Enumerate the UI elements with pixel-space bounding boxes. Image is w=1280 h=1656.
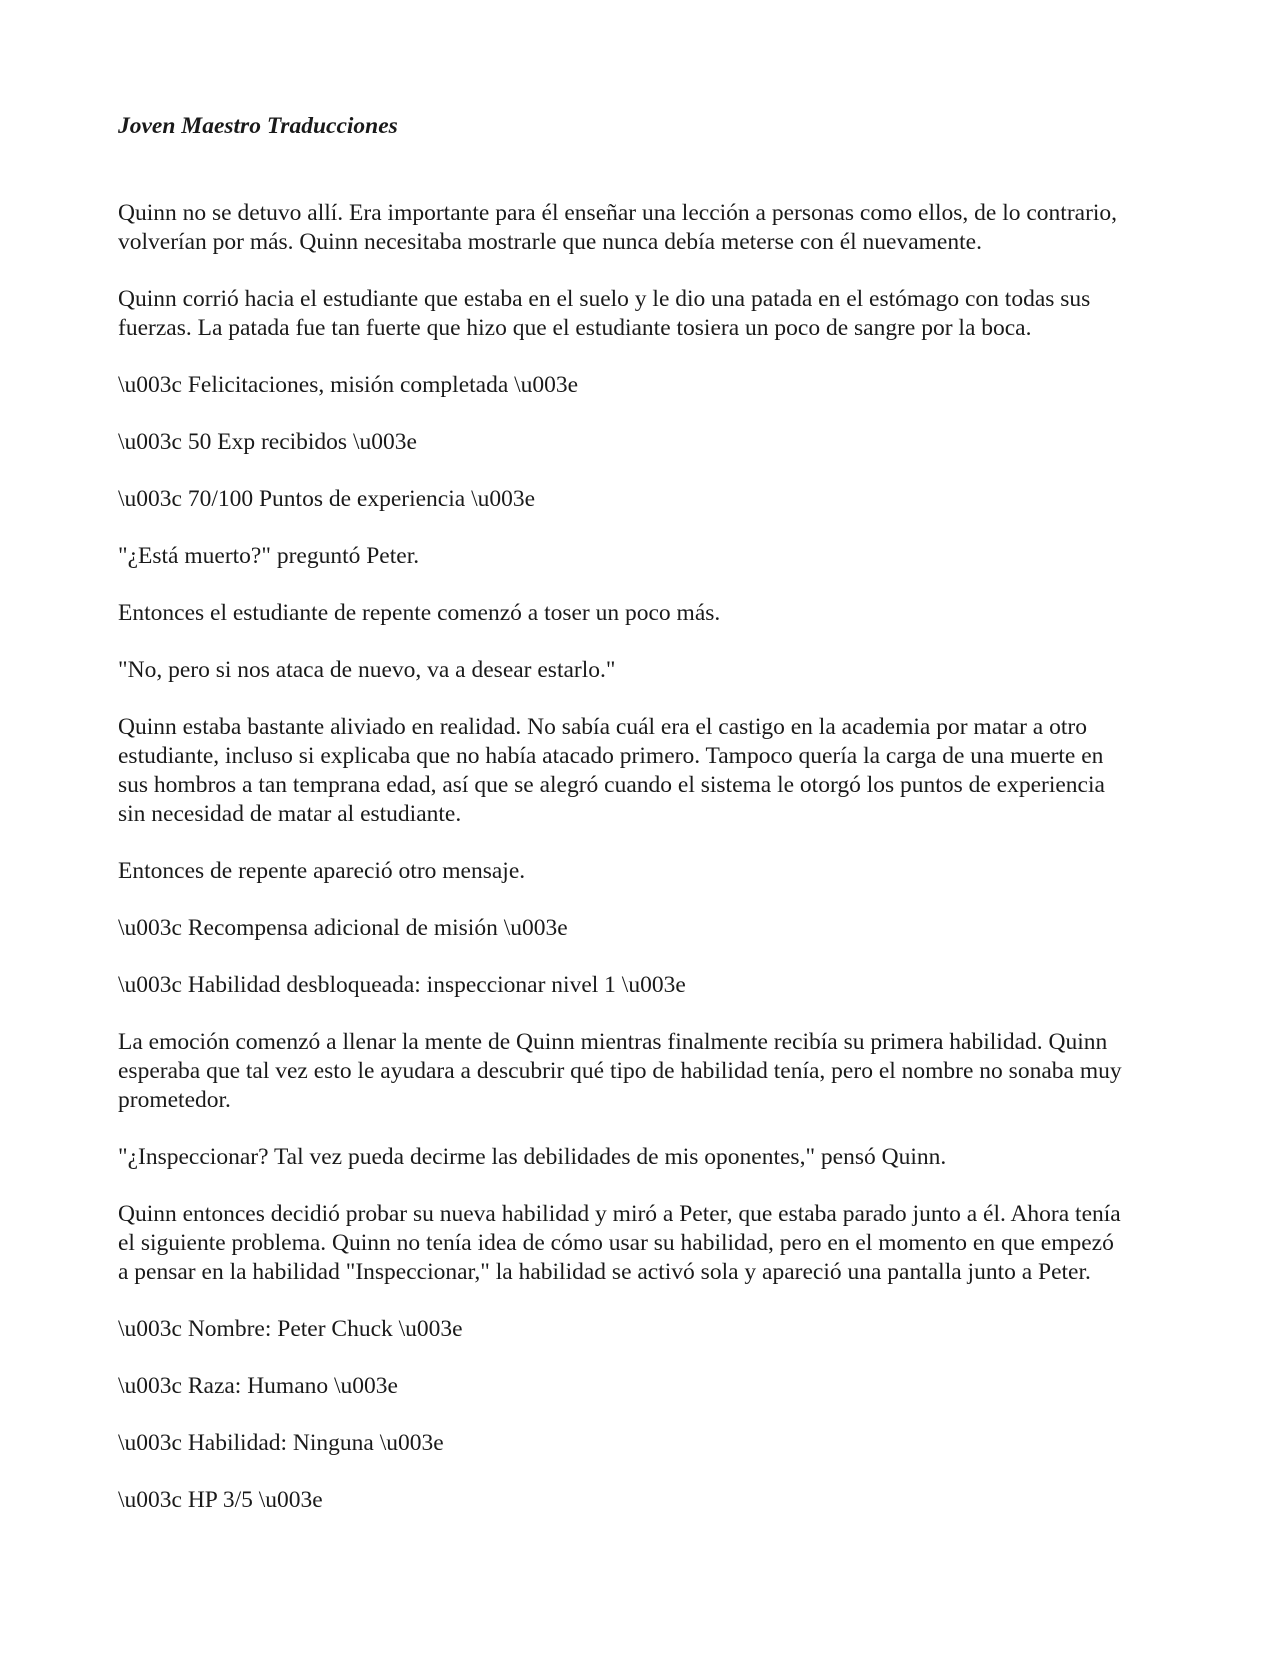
paragraph-line: \u003c Recompensa adicional de misión \u003e [118, 915, 568, 941]
paragraph [118, 542, 1168, 571]
document-header: Joven Maestro Traducciones [118, 113, 398, 139]
paragraph [118, 199, 1168, 257]
paragraph [118, 1486, 1168, 1515]
paragraph-line: Quinn entonces decidió probar su nueva habilidad y miró a Peter, que estaba parado junto a él. Ahora tenía [118, 1201, 1121, 1227]
paragraph [118, 285, 1168, 343]
paragraph [118, 371, 1168, 400]
paragraph-line: esperaba que tal vez esto le ayudara a descubrir qué tipo de habilidad tenía, pero el nombre no sonaba muy [118, 1058, 1122, 1084]
paragraph [118, 656, 1168, 685]
paragraph-line: \u003c Raza: Humano \u003e [118, 1373, 398, 1399]
paragraph-line: el siguiente problema. Quinn no tenía idea de cómo usar su habilidad, pero en el momento en que empezó [118, 1230, 1114, 1256]
paragraph-line: \u003c Habilidad: Ninguna \u003e [118, 1430, 444, 1456]
paragraph-line: Quinn estaba bastante aliviado en realidad. No sabía cuál era el castigo en la academia por matar a otro [118, 714, 1087, 740]
document-page [118, 112, 1168, 1543]
paragraph-line: fuerzas. La patada fue tan fuerte que hizo que el estudiante tosiera un poco de sangre por la boca. [118, 315, 1032, 341]
paragraph [118, 914, 1168, 943]
paragraph-line: Quinn corrió hacia el estudiante que estaba en el suelo y le dio una patada en el estómago con todas sus [118, 286, 1091, 312]
paragraph-line: "No, pero si nos ataca de nuevo, va a desear estarlo." [118, 657, 616, 683]
paragraph-line: Entonces de repente apareció otro mensaje. [118, 858, 526, 884]
paragraph-line: \u003c Felicitaciones, misión completada \u003e [118, 372, 579, 398]
paragraph-line: \u003c 50 Exp recibidos \u003e [118, 429, 417, 455]
paragraph-line: volverían por más. Quinn necesitaba mostrarle que nunca debía meterse con él nuevamente. [118, 229, 982, 255]
paragraph [118, 1315, 1168, 1344]
paragraph-line: \u003c Habilidad desbloqueada: inspeccionar nivel 1 \u003e [118, 972, 686, 998]
paragraph-line: estudiante, incluso si explicaba que no había atacado primero. Tampoco quería la carga de una muerte en [118, 743, 1104, 769]
document-body [118, 199, 1168, 1515]
paragraph [118, 857, 1168, 886]
paragraph-line: sin necesidad de matar al estudiante. [118, 801, 462, 827]
paragraph [118, 485, 1168, 514]
paragraph-line: \u003c Nombre: Peter Chuck \u003e [118, 1316, 463, 1342]
paragraph [118, 428, 1168, 457]
paragraph-line: sus hombros a tan temprana edad, así que se alegró cuando el sistema le otorgó los puntos de experiencia [118, 772, 1105, 798]
paragraph-line: La emoción comenzó a llenar la mente de Quinn mientras finalmente recibía su primera habilidad. Quinn [118, 1029, 1108, 1055]
paragraph [118, 1429, 1168, 1458]
paragraph-line: \u003c HP 3/5 \u003e [118, 1487, 323, 1513]
paragraph-line: a pensar en la habilidad "Inspeccionar," la habilidad se activó sola y apareció una pantalla junto a Peter. [118, 1259, 1091, 1285]
paragraph-line: Entonces el estudiante de repente comenzó a toser un poco más. [118, 600, 721, 626]
paragraph [118, 599, 1168, 628]
paragraph [118, 1028, 1168, 1115]
paragraph-line: Quinn no se detuvo allí. Era importante para él enseñar una lección a personas como ellos, de lo contrario, [118, 200, 1118, 226]
paragraph [118, 713, 1168, 829]
paragraph-line: \u003c 70/100 Puntos de experiencia \u003e [118, 486, 536, 512]
paragraph-line: "¿Inspeccionar? Tal vez pueda decirme las debilidades de mis oponentes," pensó Quinn. [118, 1144, 947, 1170]
paragraph-line: "¿Está muerto?" preguntó Peter. [118, 543, 420, 569]
paragraph-line: prometedor. [118, 1087, 231, 1113]
paragraph [118, 971, 1168, 1000]
paragraph [118, 1372, 1168, 1401]
paragraph [118, 1200, 1168, 1287]
paragraph [118, 1143, 1168, 1172]
